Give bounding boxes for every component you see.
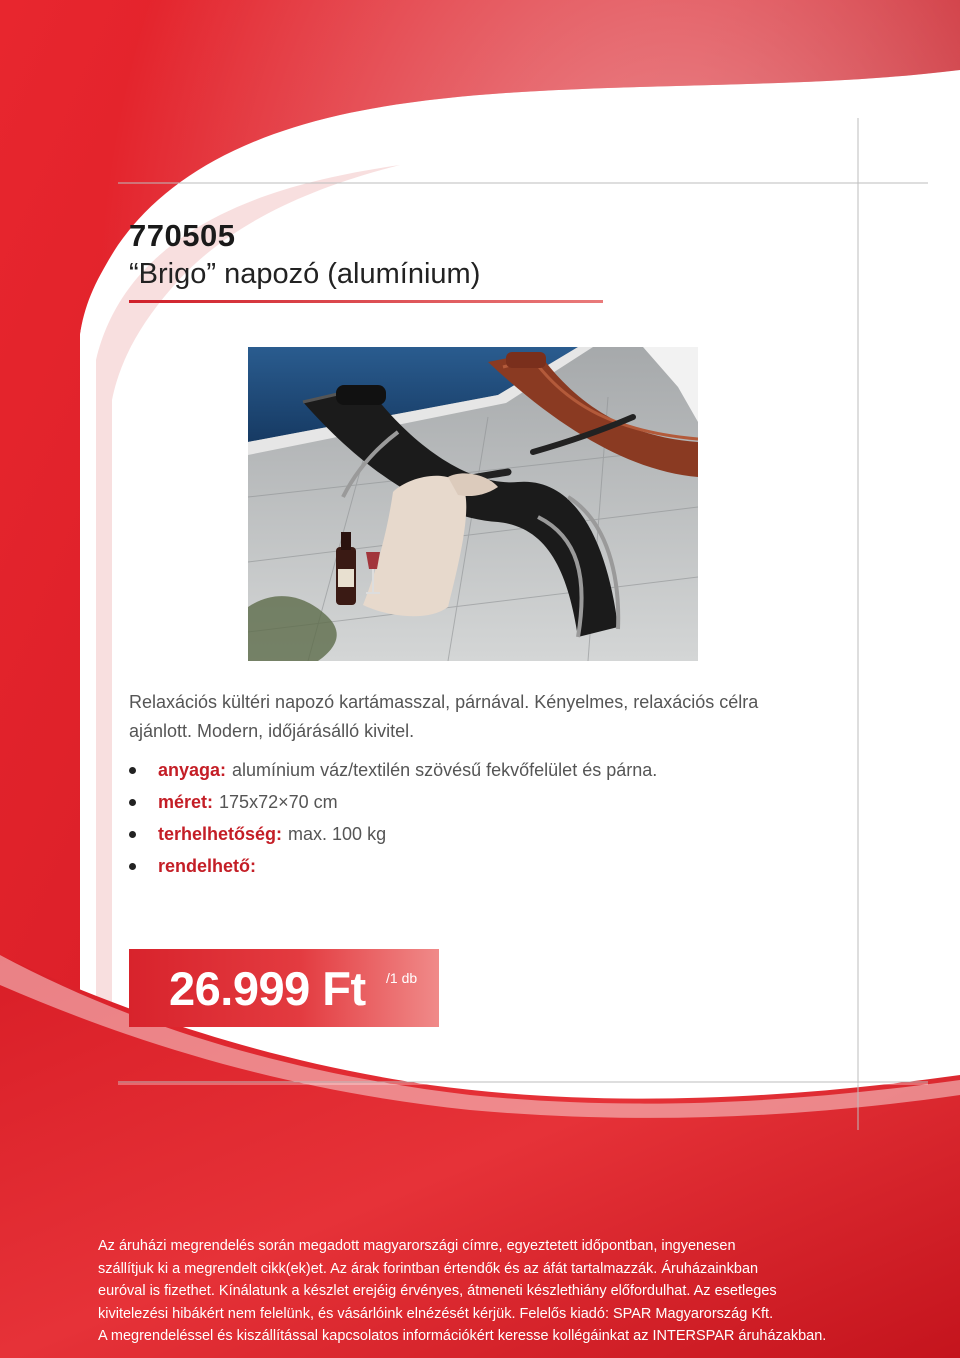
price-tag [129,949,439,1027]
footer-line: euróval is fizethet. Kínálatunk a készlet erejéig érvényes, átmeneti készlethiány előfordulhat. Az esetleges [98,1283,777,1299]
spec-value: alumínium váz/textilén szövésű fekvőfelület és párna. [232,760,658,780]
spec-load [129,818,657,850]
bullet-icon [129,863,136,870]
product-name: “Brigo” napozó (alumínium) [129,258,481,290]
footer-line: A megrendeléssel és kiszállítással kapcsolatos információkért keresse kollégáinkat az INTERSPAR áruházakban. [98,1328,827,1344]
spec-orderable [129,850,657,882]
sun-lounger-icon [248,347,698,661]
spec-label: méret: [158,792,214,812]
price-amount: 26.999 Ft [169,962,366,1015]
spec-value: max. 100 kg [288,824,387,844]
bullet-icon [129,799,136,806]
spec-list [129,754,657,882]
price-unit: /1 db [386,970,418,986]
product-code: 770505 [129,218,236,253]
title-underline [129,300,603,303]
footer-disclaimer [98,1235,878,1348]
spec-material [129,754,657,786]
spec-label: terhelhetőség: [158,824,283,844]
spec-label: rendelhető: [158,856,257,876]
description-line: Relaxációs kültéri napozó kartámasszal, párnával. Kényelmes, relaxációs célra [129,692,759,712]
product-description [129,688,829,746]
footer-line: szállítjuk ki a megrendelt cikk(ek)et. Az árak forintban értendők és az áfát tartalmazzák. Áruházainkban [98,1260,759,1277]
bullet-icon [129,767,136,774]
footer-line: Az áruházi megrendelés során megadott magyarországi címre, egyeztetett időpontban, ingyenesen [98,1238,736,1254]
footer-line: kivitelezési hibákért nem felelünk, és vásárlóink elnézését kérjük. Felelős kiadó: SPAR Magyarország Kft. [98,1305,774,1322]
spec-value: 175x72×70 cm [219,792,338,812]
description-line: ajánlott. Modern, időjárásálló kivitel. [129,721,415,741]
spec-size [129,786,657,818]
product-photo [248,347,698,661]
bullet-icon [129,831,136,838]
spec-label: anyaga: [158,760,227,780]
